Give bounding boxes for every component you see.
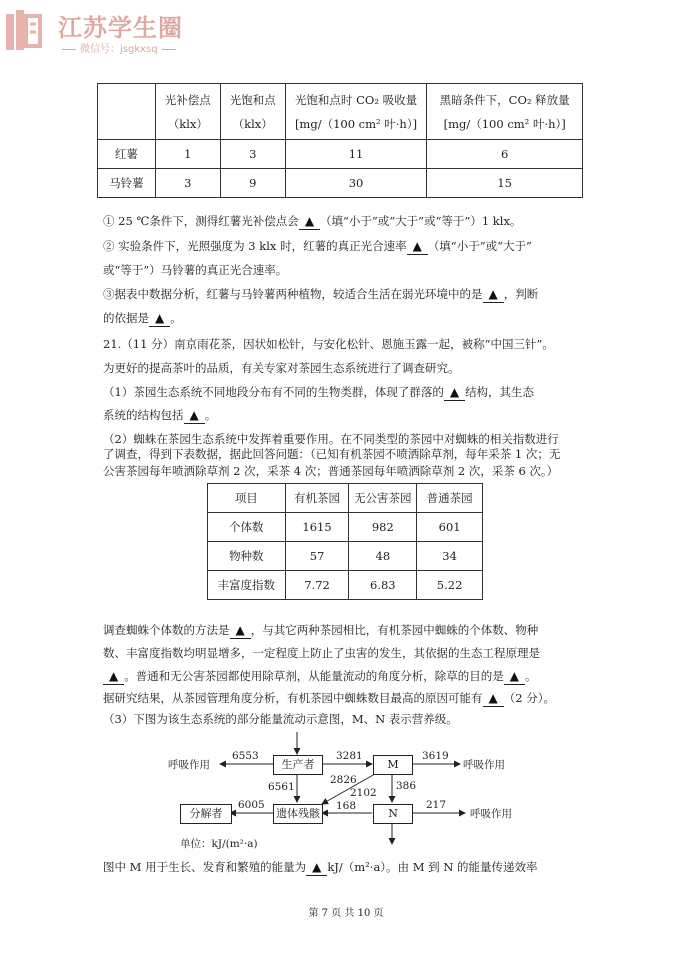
- table-cell: 6: [427, 140, 583, 169]
- answer-blank: ▲: [488, 287, 498, 301]
- answer-blank: ▲: [412, 239, 422, 253]
- answer-blank: ▲: [189, 408, 199, 422]
- q21-line-4: 系统的结构包括 ▲ 。: [103, 408, 217, 422]
- decomposer-box: 分解者: [180, 804, 232, 824]
- respiration-label: 呼吸作用: [463, 759, 505, 771]
- table-header-cell: 黑暗条件下，CO₂ 释放量 [mg/（100 cm² 叶·h）]: [427, 84, 583, 140]
- q21c-line-1: 图中 M 用于生长、发育和繁殖的能量为 ▲ kJ/（m²·a）。由 M 到 N 的能量传递效率: [103, 860, 538, 874]
- table-cell: 57: [285, 542, 349, 571]
- table-cell: 11: [285, 140, 427, 169]
- respiration-label: 呼吸作用: [470, 808, 512, 820]
- table-cell: 5.22: [417, 571, 483, 600]
- table-header-cell: 光饱和点 （klx）: [220, 84, 285, 140]
- table-row: [98, 140, 583, 169]
- answer-blank: ▲: [509, 669, 519, 683]
- logo-emblem-icon: [4, 8, 44, 54]
- table-cell: 1: [155, 140, 220, 169]
- page-footer: 第 7 页 共 10 页: [308, 908, 384, 919]
- respiration-label: 呼吸作用: [168, 759, 210, 771]
- flow-value: 2102: [350, 787, 377, 799]
- table-cell: 15: [427, 169, 583, 198]
- answer-blank: ▲: [109, 669, 119, 683]
- flow-value: 6005: [238, 799, 265, 811]
- producer-box: 生产者: [273, 755, 323, 775]
- flow-value: 6553: [232, 750, 259, 762]
- table-cell: 个体数: [208, 513, 286, 542]
- flow-value: 168: [336, 800, 357, 812]
- q21b-line-3: ▲ 。普通和无公害茶园都使用除草剂，从能量流动的角度分析，除草的目的是 ▲ 。: [103, 668, 536, 685]
- table-row: [208, 571, 483, 600]
- answer-blank: ▲: [235, 623, 245, 637]
- flow-value: 2826: [330, 774, 357, 786]
- table-cell: 丰富度指数: [208, 571, 286, 600]
- flow-value: 386: [396, 780, 417, 792]
- table-cell: 3: [155, 169, 220, 198]
- table-header-cell: 普通茶园: [417, 484, 483, 513]
- answer-blank: ▲: [312, 860, 322, 874]
- table-cell: 30: [285, 169, 427, 198]
- watermark-logo: [0, 2, 230, 62]
- q20-line-5: 的依据是 ▲ 。: [103, 311, 182, 325]
- answer-blank: ▲: [449, 385, 460, 399]
- logo-subtitle: 微信号：jsgkxsq: [58, 40, 180, 55]
- flow-value: 217: [426, 799, 447, 811]
- q21b-line-5: （3）下图为该生态系统的部分能量流动示意图，M、N 表示营养级。: [103, 712, 458, 726]
- q21b-line-1: 调查蜘蛛个体数的方法是 ▲ ，与其它两种茶园相比，有机茶园中蜘蛛的个体数、物种: [103, 623, 539, 637]
- table-cell: 48: [349, 542, 417, 571]
- table-header-cell: [98, 84, 156, 140]
- energy-flow-diagram: [160, 732, 540, 854]
- q21-line-1: 21.（11 分）南京雨花茶，因状如松针，与安化松针、恩施玉露一起，被称“中国三针”。: [103, 337, 554, 351]
- q21-line-3: （1）茶园生态系统不同地段分布有不同的生物类群，体现了群落的 ▲ 结构，其生态: [103, 385, 535, 399]
- table-row: [208, 542, 483, 571]
- spider-data-table: [207, 483, 483, 600]
- table-cell: 7.72: [285, 571, 349, 600]
- flow-value: 3281: [336, 750, 363, 762]
- table-cell: 982: [349, 513, 417, 542]
- flow-value: 6561: [268, 781, 295, 793]
- table-header-cell: 光饱和点时 CO₂ 吸收量 [mg/（100 cm² 叶·h）]: [285, 84, 427, 140]
- table-header-cell: 项目: [208, 484, 286, 513]
- flow-value: 3619: [422, 750, 449, 762]
- q20-line-3: 或“等于”）马铃薯的真正光合速率。: [103, 263, 288, 277]
- m-box: M: [373, 755, 413, 775]
- answer-blank: ▲: [488, 691, 498, 705]
- table-header-row: [208, 484, 483, 513]
- table-cell: 1615: [285, 513, 349, 542]
- q21-line-2: 为更好的提高茶叶的品质，有关专家对茶园生态系统进行了调查研究。: [103, 361, 460, 375]
- table-cell: 红薯: [98, 140, 156, 169]
- table-header-cell: 有机茶园: [285, 484, 349, 513]
- table-header-row: [98, 84, 583, 140]
- table-cell: 马铃薯: [98, 169, 156, 198]
- n-box: N: [373, 804, 413, 824]
- table-header-cell: 光补偿点 （klx）: [155, 84, 220, 140]
- q20-line-1: ① 25 ℃条件下，测得红薯光补偿点会 ▲ （填“小于”或“大于”或“等于”）1 klx。: [103, 214, 522, 228]
- logo-title: 江苏学生圈: [58, 14, 183, 42]
- table-row: [98, 169, 583, 198]
- table-cell: 601: [417, 513, 483, 542]
- answer-blank: ▲: [304, 214, 315, 228]
- table-cell: 9: [220, 169, 285, 198]
- q21-line-5: （2）蜘蛛在茶园生态系统中发挥着重要作用。在不同类型的茶园中对蜘蛛的相关指数进行: [103, 432, 559, 446]
- table-cell: 6.83: [349, 571, 417, 600]
- table-cell: 3: [220, 140, 285, 169]
- q20-line-2: ② 实验条件下，光照强度为 3 klx 时，红薯的真正光合速率 ▲ （填“小于”或“大于”: [103, 239, 532, 253]
- answer-blank: ▲: [155, 311, 165, 325]
- q21-line-6: 了调查，得到下表数据，据此回答问题：（已知有机茶园不喷洒除草剂，每年采茶 1 次；无: [103, 447, 561, 461]
- q21b-line-2: 数、丰富度指数均明显增多，一定程度上防止了虫害的发生，其依据的生态工程原理是: [103, 646, 540, 660]
- table-cell: 物种数: [208, 542, 286, 571]
- table-header-cell: 无公害茶园: [349, 484, 417, 513]
- table-row: [208, 513, 483, 542]
- unit-label: 单位：kJ/(m²·a): [180, 838, 258, 850]
- q21b-line-4: 据研究结果，从茶园管理角度分析，有机茶园中蜘蛛数目最高的原因可能有 ▲ （2 分）。: [103, 691, 555, 705]
- remains-box: 遗体残骸: [273, 804, 323, 824]
- q21-line-7: 公害茶园每年喷洒除草剂 2 次，采茶 4 次；普通茶园每年喷洒除草剂 2 次，采茶 6 次。）: [103, 464, 559, 478]
- light-data-table: [97, 83, 583, 198]
- q20-line-4: ③据表中数据分析，红薯与马铃薯两种植物，较适合生活在弱光环境中的是 ▲ ，判断: [103, 287, 539, 301]
- table-cell: 34: [417, 542, 483, 571]
